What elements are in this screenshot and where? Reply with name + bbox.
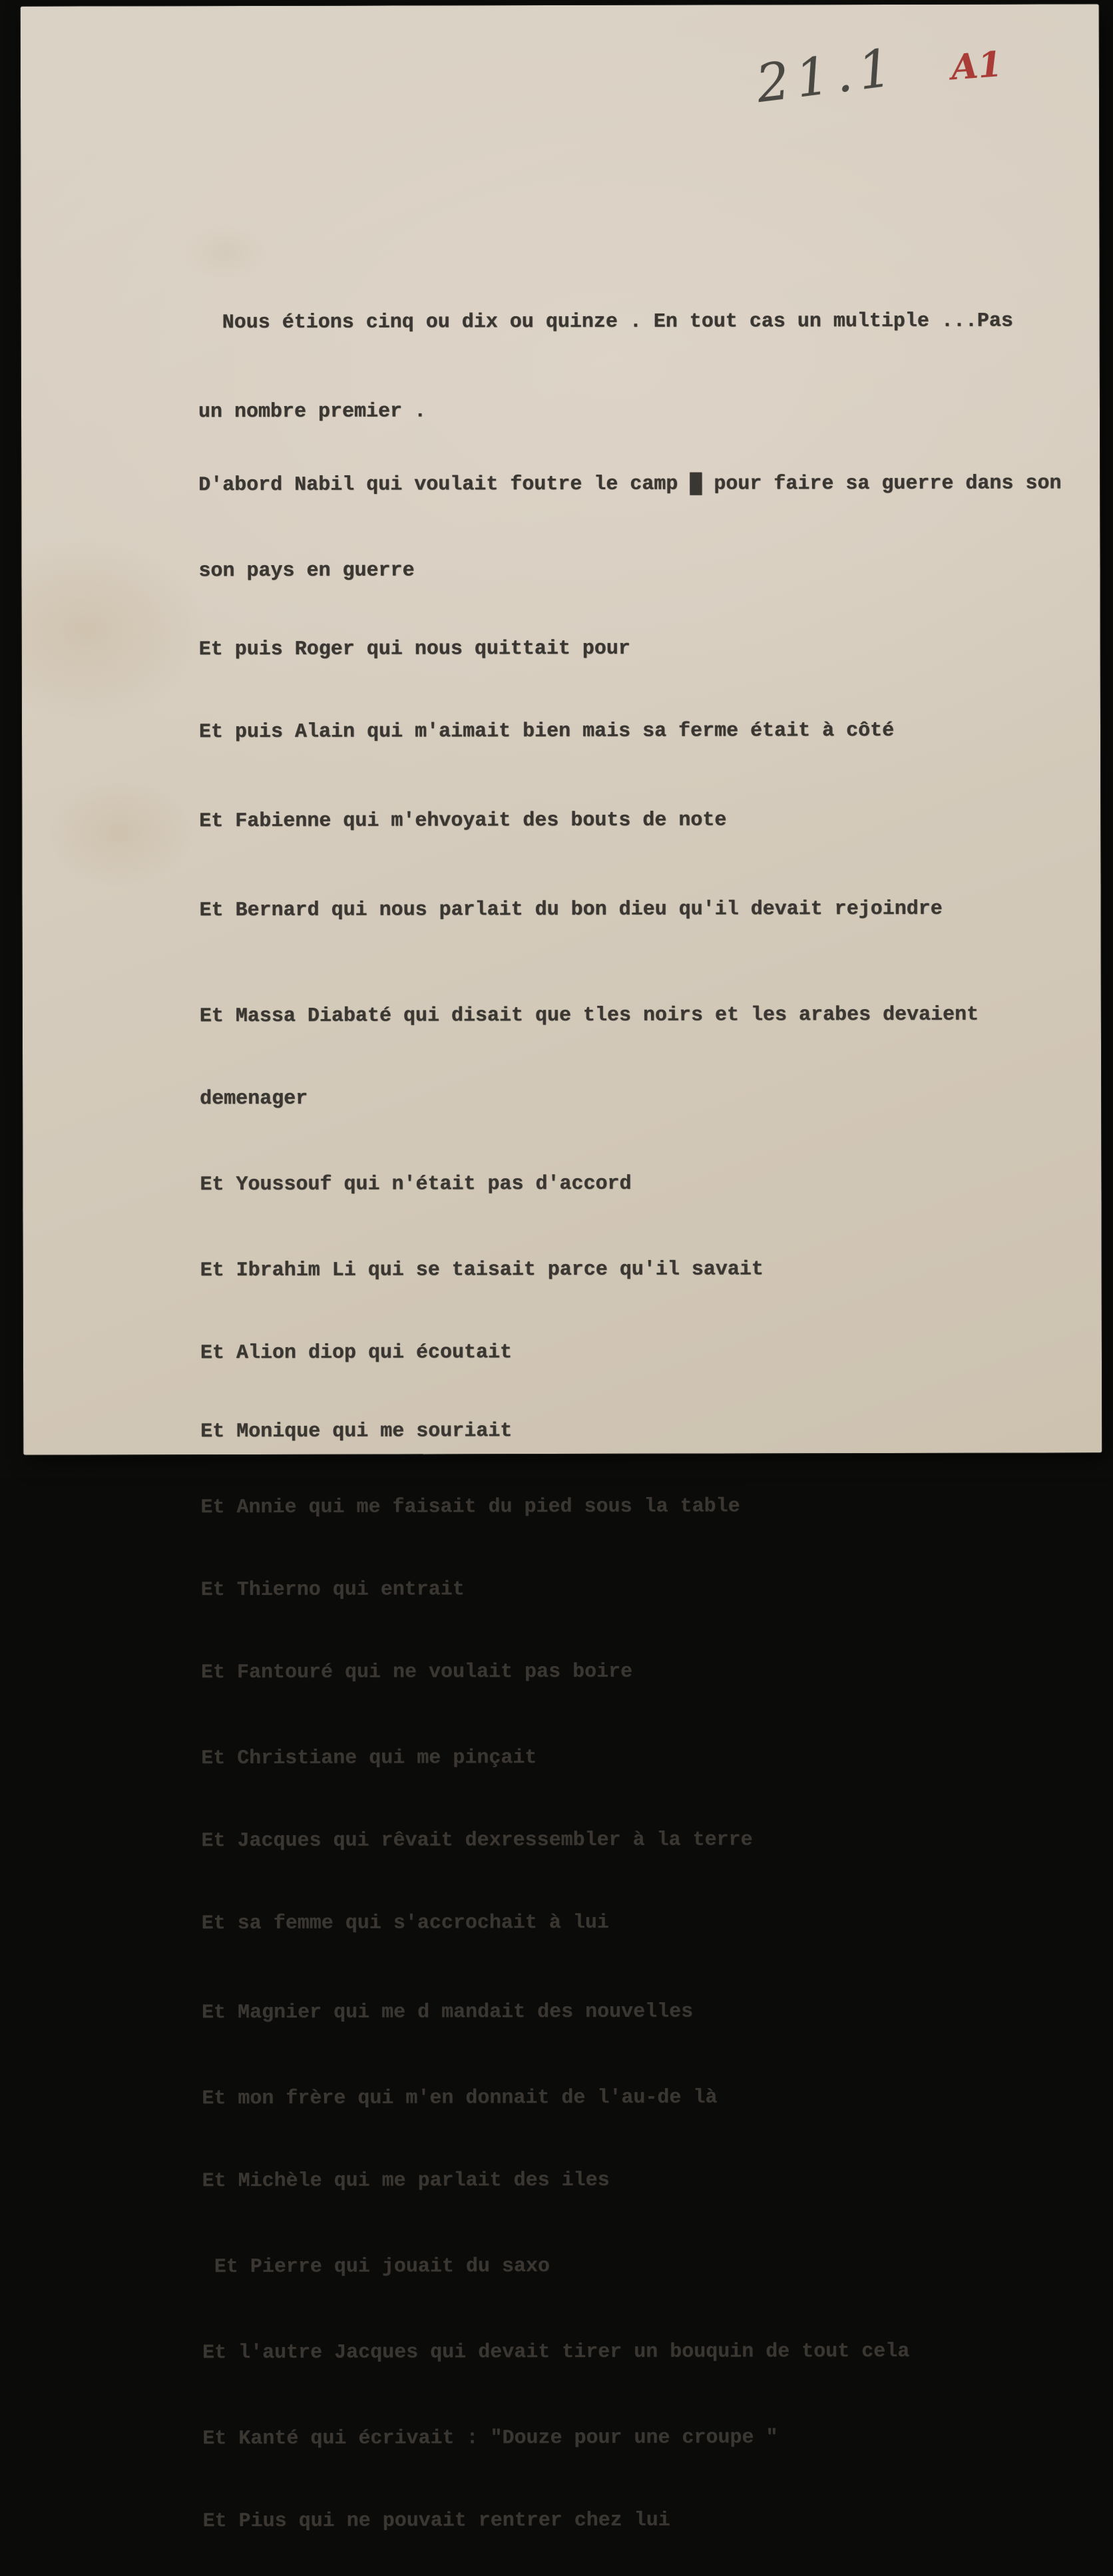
- typed-line: un nombre premier .: [198, 400, 427, 424]
- typed-line: Nous étions cinq ou dix ou quinze . En tout cas un multiple ...Pas: [198, 310, 1013, 335]
- typed-line: Et Fantouré qui ne voulait pas boire: [200, 1660, 633, 1685]
- typed-line: Et Jacques qui rêvait dexressembler à la terre: [201, 1828, 753, 1853]
- typed-line: son pays en guerre: [198, 559, 415, 583]
- typed-line: Et sa femme qui s'accrochait à lui: [201, 1911, 609, 1936]
- typed-line: Et l'autre Jacques qui devait tirer un bouquin de tout cela: [202, 2340, 910, 2365]
- typed-line: Et Pius qui ne pouvait rentrer chez lui: [202, 2509, 670, 2533]
- typed-line: Et Christiane qui me pinçait: [201, 1747, 537, 1771]
- typed-line: demenager: [200, 1087, 308, 1111]
- handwritten-red-mark: A1: [949, 44, 1004, 89]
- document-page: [21, 4, 1102, 2533]
- typed-line: Et puis Roger qui nous quittait pour: [198, 637, 630, 662]
- handwritten-page-number: 21.1: [753, 37, 902, 115]
- typed-line: Et Pierre qui jouait du saxo: [202, 2255, 550, 2279]
- typed-line: Et Alion diop qui écoutait: [200, 1341, 513, 1365]
- typed-line: D'abord Nabil qui voulait foutre le camp █ pour faire sa guerre dans son: [198, 472, 1062, 497]
- typed-line: Et Thierno qui entrait: [200, 1578, 465, 1602]
- typed-line: Et Bernard qui nous parlait du bon dieu qu'il devait rejoindre: [199, 897, 943, 923]
- typed-line: Et Ibrahim Li qui se taisait parce qu'il savait: [200, 1258, 764, 1283]
- typed-line: Et mon frère qui m'en donnait de l'au-de là: [202, 2086, 718, 2111]
- typed-line: Et Michèle qui me parlait des iles: [202, 2169, 610, 2193]
- typed-line: Et Fabienne qui m'ehvoyait des bouts de note: [199, 809, 727, 833]
- typed-line: Et puis Alain qui m'aimait bien mais sa ferme était à côté: [198, 719, 895, 744]
- typed-line: Et Annie qui me faisait du pied sous la table: [200, 1495, 740, 1520]
- typed-line: Et Kanté qui écrivait : "Douze pour une croupe ": [202, 2426, 778, 2451]
- typed-line: Et Massa Diabaté qui disait que tles noirs et les arabes devaient: [199, 1003, 979, 1028]
- typed-line: Et Monique qui me souriait: [200, 1420, 513, 1444]
- typed-line: Et Youssouf qui n'était pas d'accord: [200, 1172, 632, 1197]
- typed-text-block: [198, 268, 1104, 2575]
- typed-line: Et Magnier qui me d mandait des nouvelles: [202, 2000, 694, 2025]
